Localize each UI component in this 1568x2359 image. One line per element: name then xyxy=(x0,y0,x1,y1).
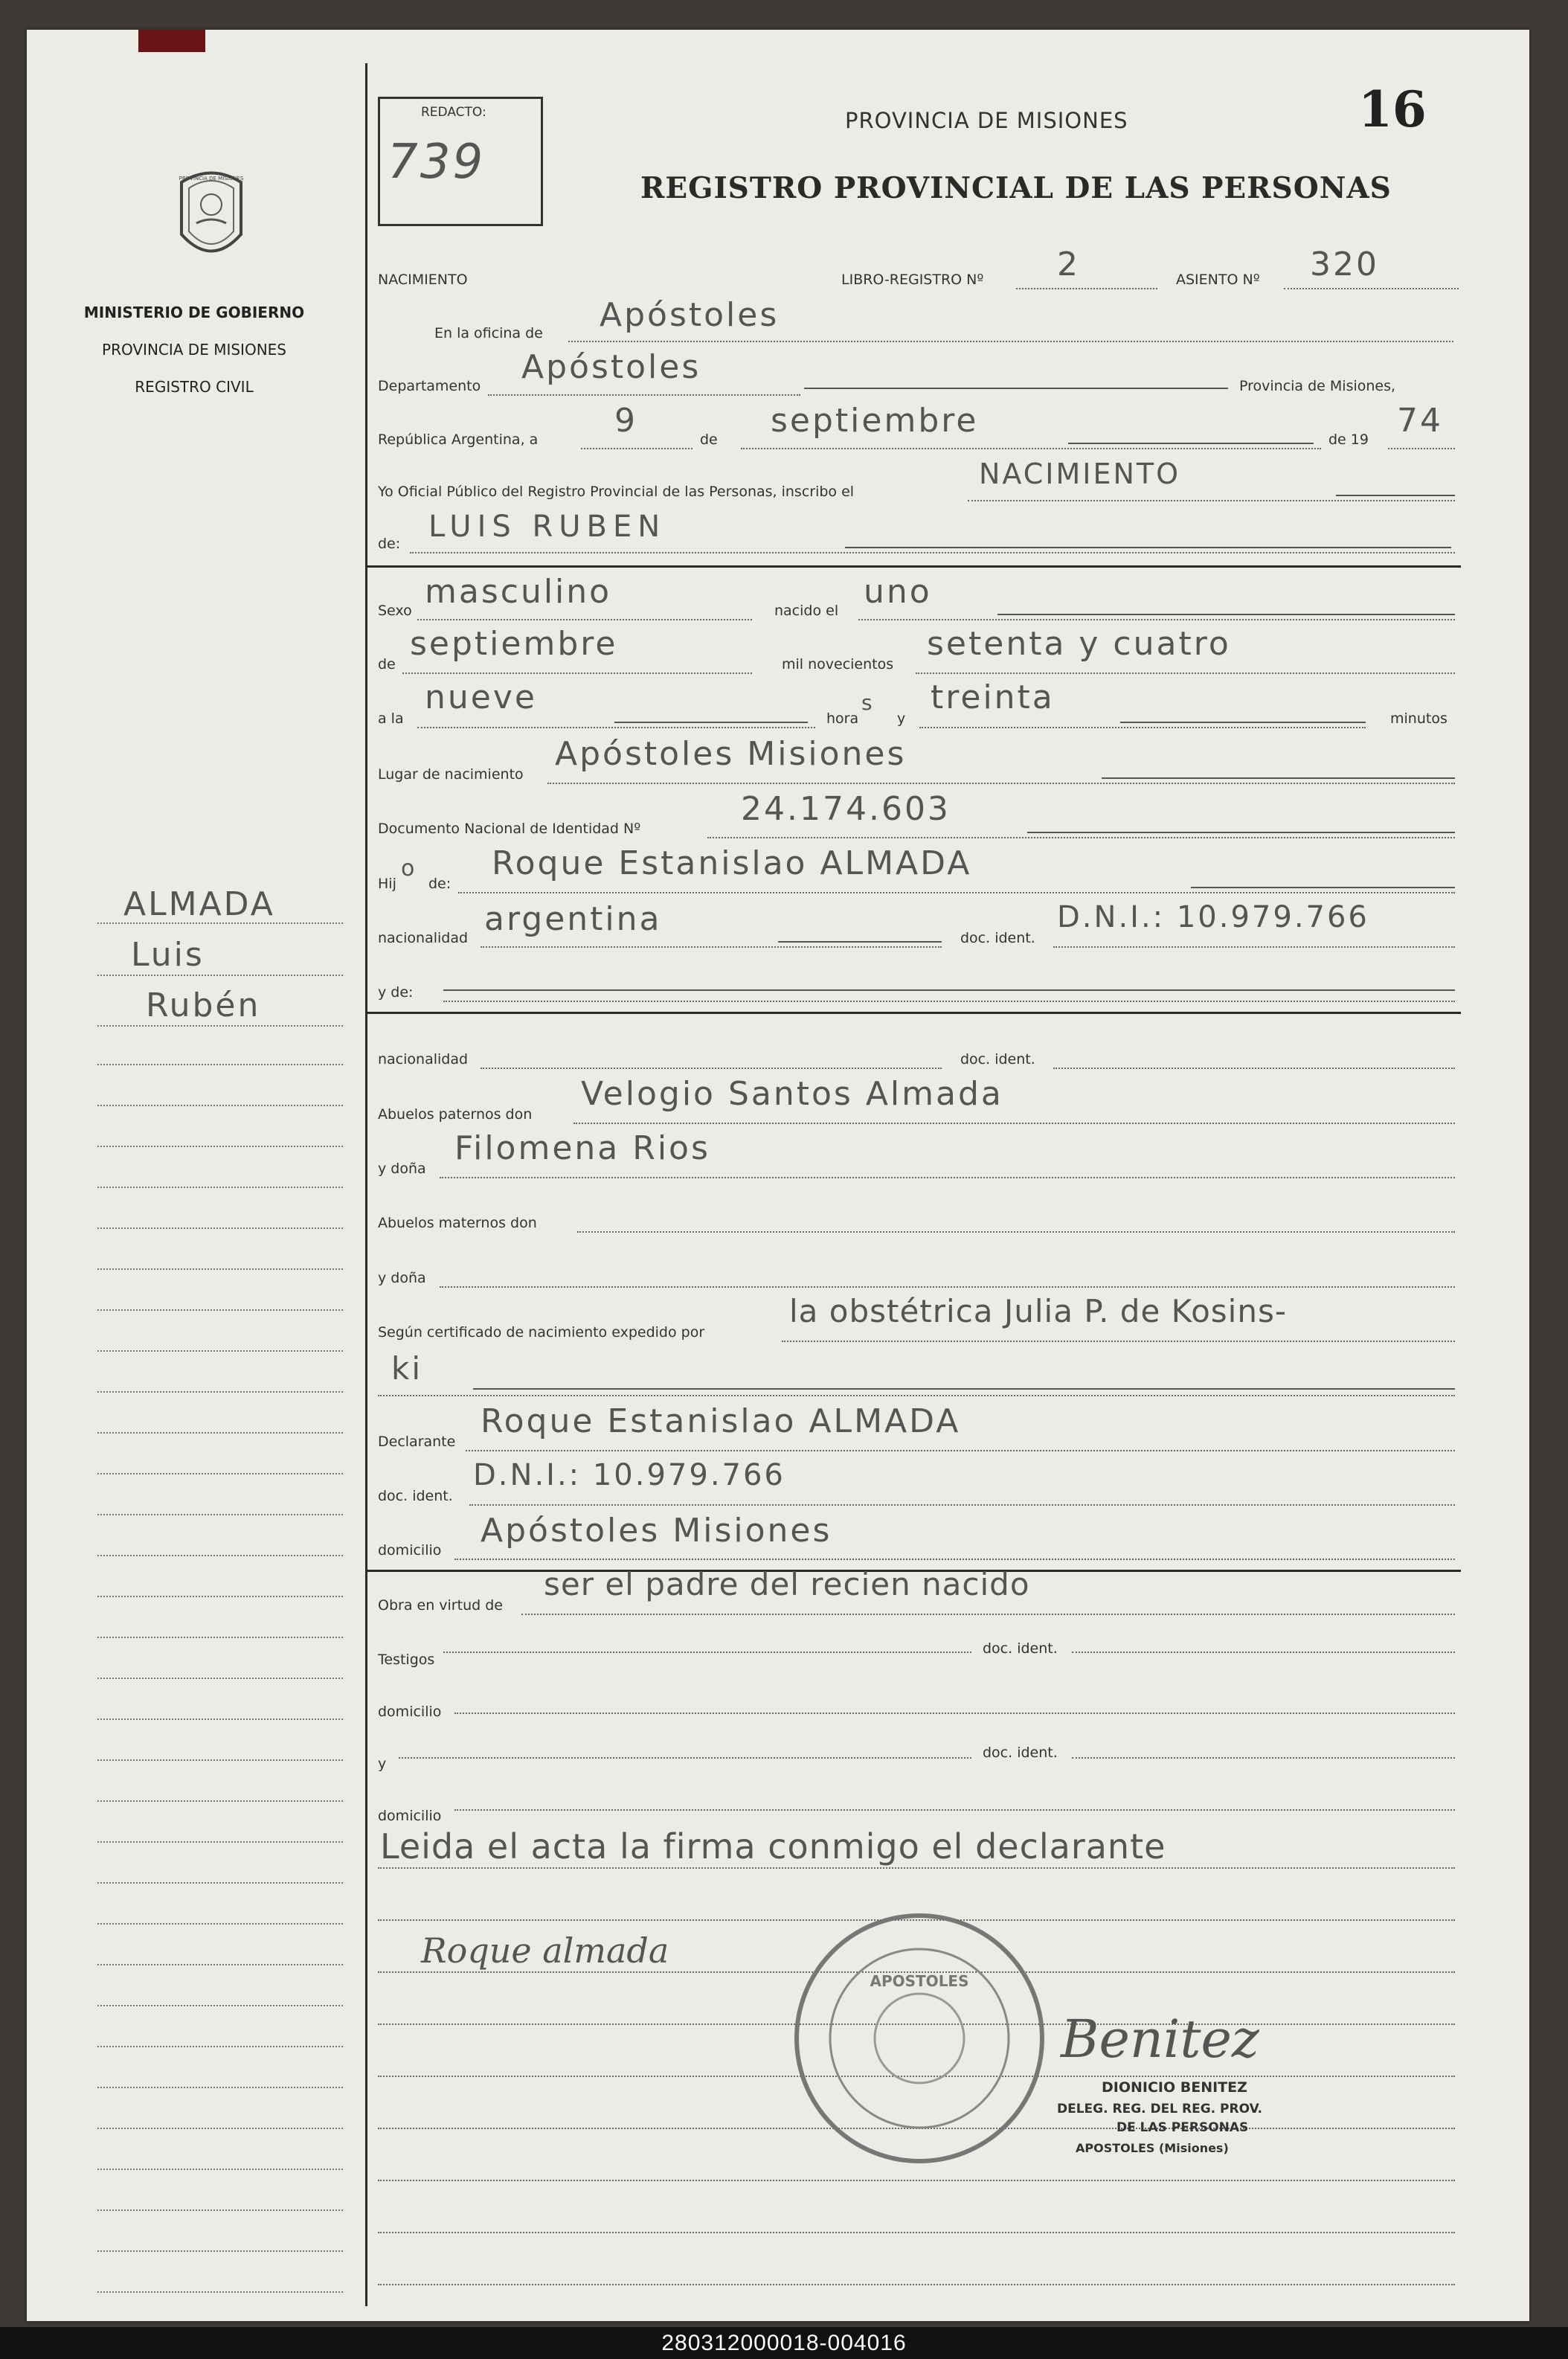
redacto-label: REDACTO: xyxy=(421,105,486,120)
declarante-value: Roque Estanislao ALMADA xyxy=(481,1402,961,1440)
padre-doc-value: D.N.I.: 10.979.766 xyxy=(1057,900,1369,934)
hijo-label: Hij xyxy=(378,876,396,892)
nacido-value: uno xyxy=(864,573,932,611)
nombre-label: de: xyxy=(378,536,401,552)
horas-label: hora xyxy=(826,710,859,727)
republica-label: República Argentina, a xyxy=(378,431,539,448)
libro-value: 2 xyxy=(1057,245,1080,283)
stamp-text: APOSTOLES xyxy=(870,1972,969,1990)
a-la-label: a la xyxy=(378,710,404,727)
lugar-value: Apóstoles Misiones xyxy=(555,735,907,773)
official-signature: Benitez xyxy=(1061,2009,1259,2070)
nac-de-label: de xyxy=(378,656,396,673)
domicilio-label: domicilio xyxy=(378,1542,442,1559)
redacto-value: 739 xyxy=(388,135,486,190)
domicilio-value: Apóstoles Misiones xyxy=(481,1512,832,1550)
margin-column xyxy=(27,30,365,2321)
certificado-value: la obstétrica Julia P. de Kosins- xyxy=(789,1293,1288,1329)
seal-text: PROVINCIA DE MISIONES xyxy=(179,176,244,182)
docident2-label: doc. ident. xyxy=(960,1051,1035,1068)
nacionalidad2-label: nacionalidad xyxy=(378,1051,469,1068)
mes-value: septiembre xyxy=(771,402,979,440)
cierre-value: Leida el acta la firma conmigo el declarante xyxy=(380,1826,1166,1867)
lugar-label: Lugar de nacimiento xyxy=(378,766,524,783)
ministry-province: PROVINCIA DE MISIONES xyxy=(102,341,286,359)
y2-label: y xyxy=(378,1756,387,1772)
oficina-value: Apóstoles xyxy=(600,296,780,334)
obra-value: ser el padre del recien nacido xyxy=(544,1566,1030,1602)
padre-value: Roque Estanislao ALMADA xyxy=(492,844,972,882)
official-title1: DELEG. REG. DEL REG. PROV. xyxy=(1057,2102,1263,2116)
departamento-label: Departamento xyxy=(378,378,481,394)
hora-value: nueve xyxy=(425,678,537,716)
nacionalidad-value: argentina xyxy=(484,900,662,938)
abuelos-mat-label: Abuelos maternos don xyxy=(378,1215,537,1231)
obra-label: Obra en virtud de xyxy=(378,1597,503,1614)
oficial-label: Yo Oficial Público del Registro Provincial de las Personas, inscribo el xyxy=(378,484,855,500)
provincial-seal-icon xyxy=(167,160,256,272)
libro-label: LIBRO-REGISTRO Nº xyxy=(841,272,984,288)
ministry-registry: REGISTRO CIVIL xyxy=(135,378,254,396)
dni-value: 24.174.603 xyxy=(741,790,951,828)
testigos2-doc-label: doc. ident. xyxy=(983,1745,1058,1761)
testigos-label: Testigos xyxy=(378,1652,435,1668)
official-title2: DE LAS PERSONAS xyxy=(1116,2120,1249,2135)
official-name: DIONICIO BENITEZ xyxy=(1102,2079,1247,2096)
certificado-value-cont: ki xyxy=(391,1350,422,1387)
minutos-label: minutos xyxy=(1390,710,1447,727)
ydona2-label: y doña xyxy=(378,1270,426,1286)
asiento-value: 320 xyxy=(1310,245,1379,283)
yde-label: y de: xyxy=(378,984,414,1001)
provincia-suffix: Provincia de Misiones, xyxy=(1239,378,1396,394)
record-type: NACIMIENTO xyxy=(378,272,468,288)
minutos-value: treinta xyxy=(931,678,1055,716)
abuelos-pat-label: Abuelos paternos don xyxy=(378,1106,533,1123)
page-number: 16 xyxy=(1358,80,1427,138)
nacionalidad-label: nacionalidad xyxy=(378,930,469,946)
testigos-doc-label: doc. ident. xyxy=(983,1640,1058,1657)
abuela-pat-value: Filomena Rios xyxy=(454,1129,710,1167)
sexo-value: masculino xyxy=(425,573,612,611)
testigos2-domicilio-label: domicilio xyxy=(378,1808,442,1824)
sexo-label: Sexo xyxy=(378,603,412,619)
certificate-page xyxy=(27,30,1529,2321)
declarante-doc-label: doc. ident. xyxy=(378,1488,453,1504)
declarante-signature: Roque almada xyxy=(421,1930,669,1971)
hijo-suffix: o xyxy=(401,856,417,882)
asiento-label: ASIENTO Nº xyxy=(1176,272,1260,288)
abuelo-pat-value: Velogio Santos Almada xyxy=(581,1075,1003,1113)
departamento-value: Apóstoles xyxy=(521,348,701,386)
redacto-box xyxy=(378,97,543,226)
margin-note-name2: Rubén xyxy=(146,986,261,1024)
province-heading: PROVINCIA DE MISIONES xyxy=(845,108,1128,133)
fecha-de-label: de xyxy=(700,431,718,448)
year-prefix: de 19 xyxy=(1328,431,1369,448)
ministry-title: MINISTERIO DE GOBIERNO xyxy=(83,304,305,321)
mil-label: mil novecientos xyxy=(782,656,894,673)
nacido-label: nacido el xyxy=(774,603,839,619)
dni-label: Documento Nacional de Identidad Nº xyxy=(378,821,641,837)
oficina-label: En la oficina de xyxy=(434,325,543,341)
testigos-domicilio-label: domicilio xyxy=(378,1704,442,1720)
ydona-label: y doña xyxy=(378,1161,426,1177)
image-id-footer: 280312000018-004016 xyxy=(0,2327,1568,2359)
declarante-doc-value: D.N.I.: 10.979.766 xyxy=(473,1458,785,1492)
registry-heading: REGISTRO PROVINCIAL DE LAS PERSONAS xyxy=(640,171,1392,205)
official-stamp-icon xyxy=(785,1904,1053,2172)
docident-label: doc. ident. xyxy=(960,930,1035,946)
nombre-value: LUIS RUBEN xyxy=(428,510,666,544)
official-place: APOSTOLES (Misiones) xyxy=(1076,2141,1229,2155)
certificado-label: Según certificado de nacimiento expedido por xyxy=(378,1324,705,1341)
declarante-label: Declarante xyxy=(378,1434,456,1450)
horas-suffix: s xyxy=(861,690,875,715)
acto-value: NACIMIENTO xyxy=(979,458,1181,490)
margin-note-surname: ALMADA xyxy=(123,885,275,923)
hijo-de-label: de: xyxy=(428,876,452,892)
year-value: 74 xyxy=(1397,402,1443,440)
margin-note-name1: Luis xyxy=(131,936,205,974)
y-label: y xyxy=(897,710,906,727)
dia-value: 9 xyxy=(614,402,637,440)
anio-value: setenta y cuatro xyxy=(927,625,1231,663)
margin-rule xyxy=(365,63,367,2306)
nac-mes-value: septiembre xyxy=(410,625,618,663)
